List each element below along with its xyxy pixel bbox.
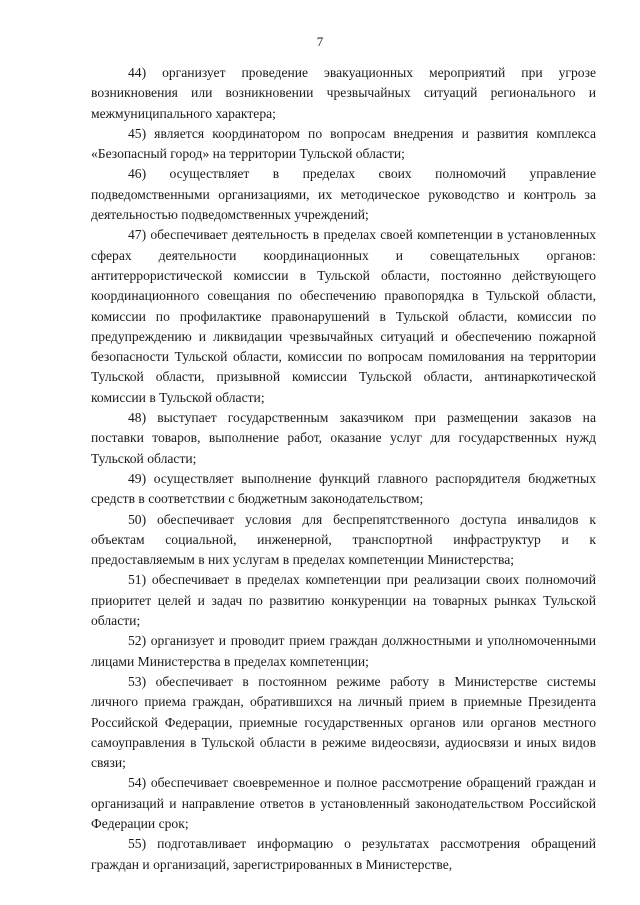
paragraph-49: 49) осуществляет выполнение функций главного распорядителя бюджетных средств в соответствии с бюджетным законодательством;	[91, 470, 596, 507]
paragraph-44: 44) организует проведение эвакуационных мероприятий при угрозе возникновения или возникновении чрезвычайных ситуаций регионального и межмуниципального характера;	[91, 65, 596, 121]
paragraph-54: 54) обеспечивает своевременное и полное рассмотрение обращений граждан и организаций и направление ответов в установленный законодательством Российской Федерации срок;	[91, 775, 596, 831]
paragraph-46: 46) осуществляет в пределах своих полномочий управление подведомственными организациями, их методическое руководство и контроль за деятельностью подведомственных учреждений;	[91, 166, 596, 223]
document-body	[91, 63, 596, 875]
paragraph-47: 47) обеспечивает деятельность в пределах своей компетенции в установленных сферах деятельности координационных и совещательных органов: антитеррористической комиссии в Тульской области, постоянно действующего координационного совещания по обеспечению правопорядка в Тульской области, комиссии по профилактике правонарушений в Тульской области, комиссии по предупреждению и ликвидации чрезвычайных ситуаций и обеспечению пожарной безопасности Тульской области, комиссии по вопросам помилования на территории Тульской области, призывной комиссии Тульской области, антинаркотической комиссии в Тульской области;	[91, 227, 596, 405]
paragraph-48: 48) выступает государственным заказчиком при размещении заказов на поставки товаров, выполнение работ, оказание услуг для государственных нужд Тульской области;	[91, 410, 596, 466]
paragraph-51: 51) обеспечивает в пределах компетенции при реализации своих полномочий приоритет целей и задач по развитию конкуренции на товарных рынках Тульской области;	[91, 572, 596, 629]
page-number: 7	[316, 34, 324, 49]
paragraph-52: 52) организует и проводит прием граждан должностными и уполномоченными лицами Министерства в пределах компетенции;	[91, 633, 596, 669]
paragraph-45: 45) является координатором по вопросам внедрения и развития комплекса «Безопасный город» на территории Тульской области;	[91, 125, 596, 162]
paragraph-53: 53) обеспечивает в постоянном режиме работу в Министерстве системы личного приема граждан, обратившихся на личный прием в приемные Президента Российской Федерации, приемные государственных органов или органов местного самоуправления в Тульской области в режиме видеосвязи, аудиосвязи и иных видов связи;	[91, 673, 596, 771]
paragraph-55: 55) подготавливает информацию о результатах рассмотрения обращений граждан и организаций, зарегистрированных в Министерстве,	[91, 836, 596, 872]
paragraph-50: 50) обеспечивает условия для беспрепятственного доступа инвалидов к объектам социальной, инженерной, транспортной инфраструктур и к предоставляемым в них услугам в пределах компетенции Министерства;	[91, 511, 596, 568]
